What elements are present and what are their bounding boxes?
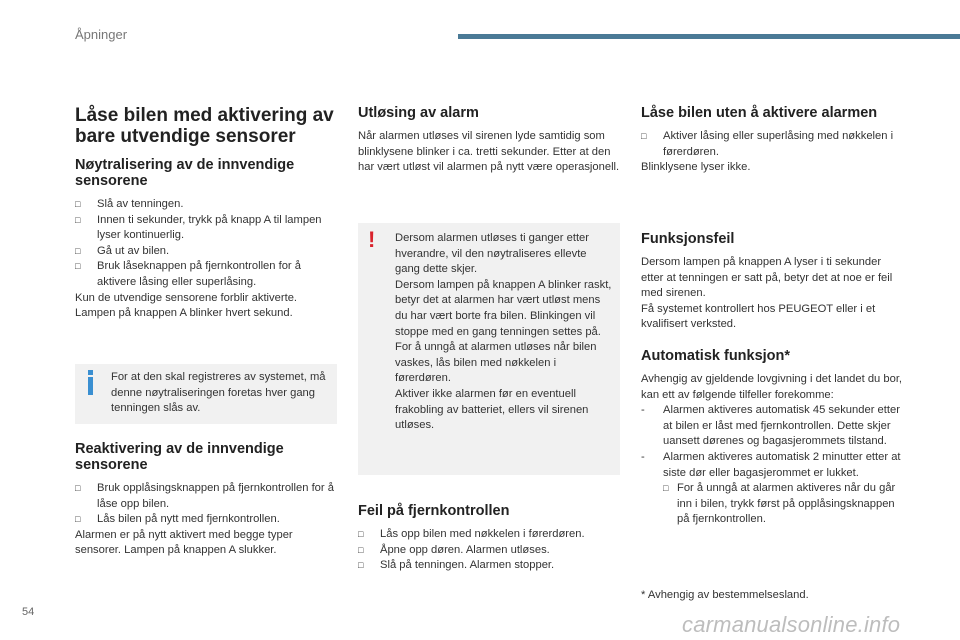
column-2-lower [358, 503, 620, 574]
list-item: □ Lås opp bilen med nøkkelen i førerdøren. [358, 527, 620, 543]
warning-note [358, 223, 620, 475]
checkbox-bullet-icon: □ [358, 529, 364, 539]
list-item: □ Åpne opp døren. Alarmen utløses. [358, 543, 620, 559]
paragraph: Kun de utvendige sensorene forblir aktiverte. [75, 291, 298, 304]
info-note [75, 364, 337, 424]
checkbox-bullet-icon: □ [75, 214, 81, 225]
heading-alarm-trigger: Utløsing av alarm [358, 105, 479, 121]
footnote [641, 588, 906, 604]
list-item: □ Aktiver låsing eller superlåsing med nøkkelen i førerdøren. [641, 130, 894, 158]
remote-fault-steps [358, 527, 620, 574]
checkbox-bullet-icon: □ [75, 261, 81, 272]
list-item: □ Bruk opplåsingsknappen på fjernkontrollen for å låse opp bilen. [75, 482, 334, 510]
paragraph: Alarmen er på nytt aktivert med begge typer sensorer. Lampen på knappen A slukker. [75, 528, 293, 557]
paragraph: Lampen på knappen A blinker hvert sekund. [75, 307, 293, 320]
heading-lock-without-alarm: Låse bilen uten å aktivere alarmen [641, 105, 878, 121]
info-icon [87, 370, 93, 395]
page-number: 54 [22, 606, 35, 618]
heading-neutralisation: Nøytralisering av de innvendige sensorene [75, 157, 295, 189]
checkbox-bullet-icon: □ [641, 131, 647, 141]
header-accent-bar [458, 34, 960, 39]
list-item: - Alarmen aktiveres automatisk 2 minutter etter at siste dør eller bagasjerommet er lukket. □ For å unngå at alarmen aktiveres når du går inn i bilen, trykk først på opplåsingsknappen på fjernkontrollen. [641, 450, 906, 528]
paragraph: Dersom lampen på knappen A lyser i ti sekunder etter at tenningen er satt på, betyr det at noe er feil med sirenen. [641, 256, 893, 300]
reactivation-steps [75, 481, 337, 528]
footnote-text: * Avhengig av bestemmelsesland. [641, 589, 809, 601]
list-item: □ Innen ti sekunder, trykk på knapp A til lampen lyser kontinuerlig. [75, 213, 322, 242]
paragraph: Aktiver ikke alarmen før en eventuell frakobling av batteriet, ellers vil sirenen utløses. [395, 387, 589, 432]
checkbox-bullet-icon: □ [75, 245, 81, 256]
lock-without-alarm-steps [641, 129, 906, 160]
column-1-lower [75, 441, 337, 559]
list-item: □ Bruk låseknappen på fjernkontrollen for å aktivere låsing eller superlåsing. [75, 260, 301, 288]
list-item: □ Slå av tenningen. [75, 197, 337, 213]
heading-reactivation: Reaktivering av de innvendige sensorene [75, 441, 284, 473]
list-item: - Alarmen aktiveres automatisk 45 sekunder etter at bilen er låst med fjernkontrollen. Dette skjer uansett dørenes og bagasjerommets tilstand. [641, 404, 900, 448]
column-3-malfunction [641, 231, 906, 333]
info-note-text: For at den skal registreres av systemet, må denne nøytraliseringen foretas hver gang tenningen slås av. [111, 371, 326, 415]
warning-note-text [395, 231, 613, 434]
watermark: carmanualsonline.info [682, 612, 901, 637]
checkbox-bullet-icon: □ [358, 560, 364, 571]
list-item: □ Slå på tenningen. Alarmen stopper. [358, 558, 620, 574]
paragraph: Få systemet kontrollert hos PEUGEOT eller i et kvalifisert verksted. [641, 302, 876, 331]
paragraph: Blinklysene lyser ikke. [641, 161, 751, 174]
heading-remote-fault: Feil på fjernkontrollen [358, 503, 510, 519]
dash-bullet: - [641, 450, 645, 463]
heading-automatic-function: Automatisk funksjon* [641, 348, 791, 364]
paragraph: For å unngå at alarmen utløses når bilen vaskes, lås bilen med nøkkelen i førerdøren. [395, 341, 597, 385]
checkbox-bullet-icon: □ [358, 544, 364, 555]
neutralisation-steps [75, 197, 337, 291]
checkbox-bullet-icon: □ [75, 514, 81, 525]
automatic-sub-steps [663, 481, 906, 528]
checkbox-bullet-icon: □ [75, 199, 81, 209]
column-3 [641, 105, 906, 176]
checkbox-bullet-icon: □ [75, 483, 81, 493]
paragraph: Når alarmen utløses vil sirenen lyde samtidig som blinklysene blinker i ca. tretti sekunder. Etter at den har vært utløst vil alarmen på nytt være operasjonell. [358, 130, 620, 174]
paragraph: Avhengig av gjeldende lovgivning i det landet du bor, kan ett av følgende tilfeller forekomme: [641, 373, 903, 401]
heading-malfunction: Funksjonsfeil [641, 231, 735, 247]
paragraph: Dersom lampen på knappen A blinker raskt, betyr det at alarmen har vært utløst mens du har vært borte fra bilen. Blinkingen vil stoppe med en gang tenningen settes på. [395, 278, 612, 338]
column-3-automatic [641, 348, 906, 528]
dash-bullet: - [641, 404, 645, 417]
list-item: □ Lås bilen på nytt med fjernkontrollen. [75, 512, 337, 528]
paragraph: Dersom alarmen utløses ti ganger etter hverandre, vil den nøytraliseres ellevte gang dette skjer. [395, 232, 589, 276]
warning-icon: ! [368, 227, 376, 252]
section-label: Åpninger [75, 27, 128, 42]
checkbox-bullet-icon: □ [663, 483, 669, 494]
column-1 [75, 105, 337, 322]
list-item: □ Gå ut av bilen. [75, 244, 337, 260]
list-item: □ For å unngå at alarmen aktiveres når du går inn i bilen, trykk først på opplåsingsknappen på fjernkontrollen. [663, 482, 896, 526]
main-title: Låse bilen med aktivering av bare utvendige sensorer [75, 105, 334, 147]
column-2 [358, 105, 620, 176]
automatic-cases [641, 403, 906, 528]
